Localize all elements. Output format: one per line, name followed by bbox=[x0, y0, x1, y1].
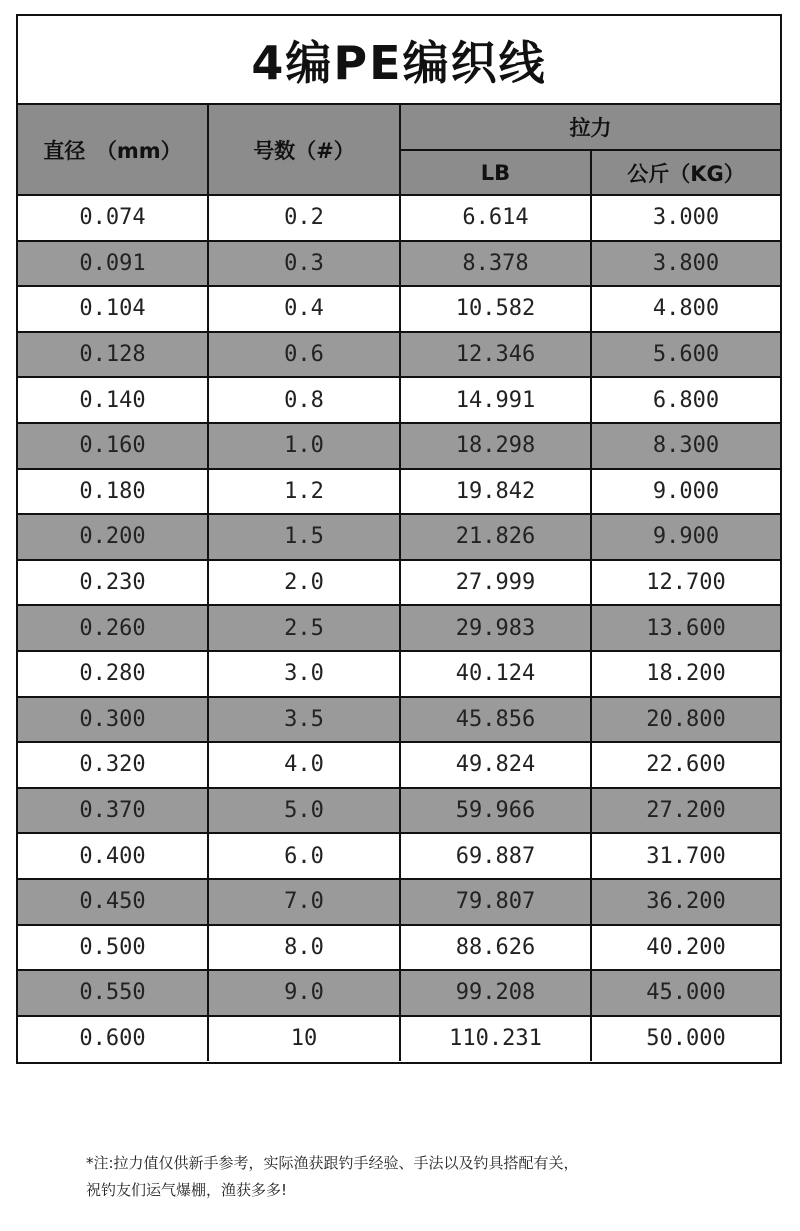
cell-kg: 20.800 bbox=[591, 697, 780, 743]
table-row bbox=[18, 651, 780, 697]
cell-lb: 27.999 bbox=[400, 560, 591, 606]
cell-diameter: 0.091 bbox=[18, 241, 208, 287]
cell-kg: 3.000 bbox=[591, 195, 780, 241]
cell-kg: 8.300 bbox=[591, 423, 780, 469]
cell-lb: 59.966 bbox=[400, 788, 591, 834]
cell-kg: 13.600 bbox=[591, 605, 780, 651]
cell-lb: 6.614 bbox=[400, 195, 591, 241]
table-row bbox=[18, 970, 780, 1016]
spec-table bbox=[18, 105, 780, 1061]
cell-size: 2.5 bbox=[208, 605, 400, 651]
cell-lb: 69.887 bbox=[400, 833, 591, 879]
cell-kg: 4.800 bbox=[591, 286, 780, 332]
header-size: 号数（#） bbox=[208, 105, 400, 195]
cell-lb: 99.208 bbox=[400, 970, 591, 1016]
cell-size: 1.2 bbox=[208, 469, 400, 515]
table-row bbox=[18, 514, 780, 560]
cell-kg: 36.200 bbox=[591, 879, 780, 925]
cell-lb: 29.983 bbox=[400, 605, 591, 651]
cell-diameter: 0.128 bbox=[18, 332, 208, 378]
cell-size: 7.0 bbox=[208, 879, 400, 925]
footnote bbox=[86, 1150, 746, 1204]
table-row bbox=[18, 605, 780, 651]
header-diameter: 直径 （mm） bbox=[18, 105, 208, 195]
cell-kg: 31.700 bbox=[591, 833, 780, 879]
cell-diameter: 0.450 bbox=[18, 879, 208, 925]
table-row bbox=[18, 560, 780, 606]
cell-size: 0.3 bbox=[208, 241, 400, 287]
table-row bbox=[18, 697, 780, 743]
cell-diameter: 0.280 bbox=[18, 651, 208, 697]
cell-kg: 5.600 bbox=[591, 332, 780, 378]
cell-lb: 10.582 bbox=[400, 286, 591, 332]
table-row bbox=[18, 377, 780, 423]
table-row bbox=[18, 469, 780, 515]
cell-lb: 45.856 bbox=[400, 697, 591, 743]
cell-size: 1.0 bbox=[208, 423, 400, 469]
cell-size: 2.0 bbox=[208, 560, 400, 606]
table-row bbox=[18, 833, 780, 879]
cell-kg: 6.800 bbox=[591, 377, 780, 423]
table-row bbox=[18, 879, 780, 925]
header-lb: LB bbox=[400, 150, 591, 195]
table-row bbox=[18, 788, 780, 834]
cell-kg: 9.900 bbox=[591, 514, 780, 560]
cell-diameter: 0.160 bbox=[18, 423, 208, 469]
cell-diameter: 0.400 bbox=[18, 833, 208, 879]
cell-diameter: 0.230 bbox=[18, 560, 208, 606]
table-row bbox=[18, 423, 780, 469]
cell-size: 5.0 bbox=[208, 788, 400, 834]
cell-lb: 49.824 bbox=[400, 742, 591, 788]
cell-kg: 40.200 bbox=[591, 925, 780, 971]
cell-lb: 79.807 bbox=[400, 879, 591, 925]
cell-diameter: 0.550 bbox=[18, 970, 208, 1016]
cell-diameter: 0.300 bbox=[18, 697, 208, 743]
cell-size: 0.6 bbox=[208, 332, 400, 378]
cell-diameter: 0.370 bbox=[18, 788, 208, 834]
cell-diameter: 0.600 bbox=[18, 1016, 208, 1062]
table-row bbox=[18, 1016, 780, 1062]
cell-kg: 45.000 bbox=[591, 970, 780, 1016]
cell-size: 8.0 bbox=[208, 925, 400, 971]
spec-table-frame bbox=[16, 14, 782, 1064]
cell-diameter: 0.500 bbox=[18, 925, 208, 971]
cell-size: 0.2 bbox=[208, 195, 400, 241]
header-tension: 拉力 bbox=[400, 105, 780, 150]
cell-lb: 19.842 bbox=[400, 469, 591, 515]
cell-size: 4.0 bbox=[208, 742, 400, 788]
table-row bbox=[18, 925, 780, 971]
cell-diameter: 0.140 bbox=[18, 377, 208, 423]
cell-diameter: 0.104 bbox=[18, 286, 208, 332]
cell-diameter: 0.200 bbox=[18, 514, 208, 560]
cell-lb: 12.346 bbox=[400, 332, 591, 378]
cell-kg: 3.800 bbox=[591, 241, 780, 287]
cell-lb: 18.298 bbox=[400, 423, 591, 469]
cell-size: 0.4 bbox=[208, 286, 400, 332]
table-title: 4编PE编织线 bbox=[18, 16, 780, 105]
cell-lb: 88.626 bbox=[400, 925, 591, 971]
cell-diameter: 0.180 bbox=[18, 469, 208, 515]
table-row bbox=[18, 742, 780, 788]
cell-size: 6.0 bbox=[208, 833, 400, 879]
table-row bbox=[18, 241, 780, 287]
cell-kg: 12.700 bbox=[591, 560, 780, 606]
cell-size: 0.8 bbox=[208, 377, 400, 423]
cell-lb: 40.124 bbox=[400, 651, 591, 697]
table-row bbox=[18, 286, 780, 332]
cell-lb: 14.991 bbox=[400, 377, 591, 423]
cell-diameter: 0.260 bbox=[18, 605, 208, 651]
cell-lb: 110.231 bbox=[400, 1016, 591, 1062]
table-row bbox=[18, 332, 780, 378]
cell-diameter: 0.074 bbox=[18, 195, 208, 241]
cell-size: 1.5 bbox=[208, 514, 400, 560]
table-body bbox=[18, 195, 780, 1061]
cell-size: 9.0 bbox=[208, 970, 400, 1016]
cell-size: 10 bbox=[208, 1016, 400, 1062]
cell-size: 3.5 bbox=[208, 697, 400, 743]
footnote-line-2: 祝钓友们运气爆棚，渔获多多! bbox=[86, 1181, 288, 1199]
table-row bbox=[18, 195, 780, 241]
cell-diameter: 0.320 bbox=[18, 742, 208, 788]
cell-kg: 22.600 bbox=[591, 742, 780, 788]
cell-kg: 27.200 bbox=[591, 788, 780, 834]
cell-lb: 8.378 bbox=[400, 241, 591, 287]
cell-size: 3.0 bbox=[208, 651, 400, 697]
footnote-line-1: *注:拉力值仅供新手参考，实际渔获跟钓手经验、手法以及钓具搭配有关， bbox=[86, 1154, 579, 1172]
cell-kg: 9.000 bbox=[591, 469, 780, 515]
cell-kg: 18.200 bbox=[591, 651, 780, 697]
cell-lb: 21.826 bbox=[400, 514, 591, 560]
header-kg: 公斤（KG） bbox=[591, 150, 780, 195]
cell-kg: 50.000 bbox=[591, 1016, 780, 1062]
